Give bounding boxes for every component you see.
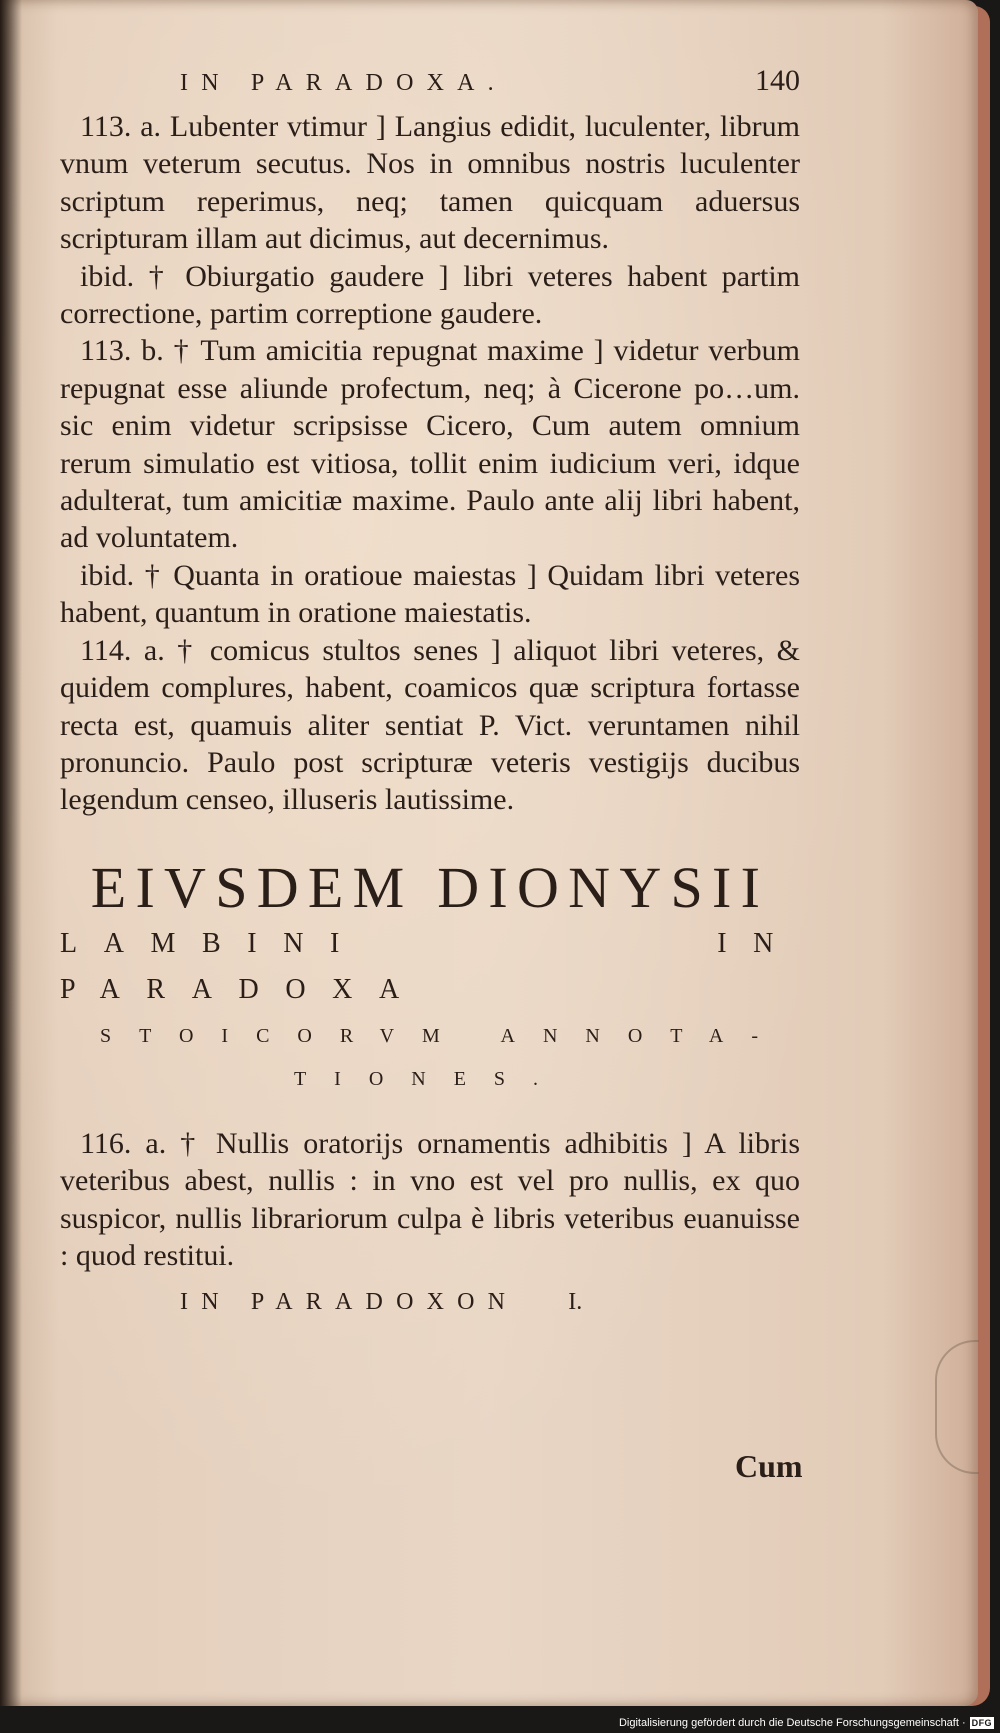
note-paragraph: 113. a. Lubenter vtimur ] Langius edidit, luculenter, librum vnum veterum secutus. Nos in omnibus nostris luculenter scriptum reperimus, neq; tamen quicquam aduersus scripturam illam aut dicimus, aut decernimus. xyxy=(60,110,800,256)
heading-line-2: LAMBINI IN PARADOXA xyxy=(60,927,800,1005)
section-heading xyxy=(60,855,800,1099)
heading-line-3: STOICORVM ANNOTA- xyxy=(100,1024,786,1047)
running-head xyxy=(60,62,800,108)
catchword: Cum xyxy=(735,1448,803,1484)
footer-heading-number: I. xyxy=(568,1289,583,1316)
note-paragraph: ibid. † Quanta in oratioue maiestas ] Quidam libri veteres habent, quantum in oratione maiestatis. xyxy=(60,558,800,630)
dfg-logo: DFG xyxy=(971,1718,992,1728)
digitization-credit xyxy=(619,1717,994,1729)
running-head-title: IN PARADOXA. xyxy=(180,70,507,96)
credit-text: Digitalisierung gefördert durch die Deutsche Forschungsgemeinschaft · xyxy=(618,1717,966,1729)
footer-heading-title: IN PARADOXON xyxy=(180,1289,519,1316)
page-text xyxy=(60,62,800,1328)
note-paragraph: ibid. † Obiurgatio gaudere ] libri veteres habent partim correctione, partim correptione gaudere. xyxy=(60,259,800,331)
page-tab-mark xyxy=(935,1340,979,1474)
note-paragraph: 114. a. † comicus stultos senes ] aliquot libri veteres, & quidem complures, habent, coamicos quæ scriptura fortasse recta est, quamuis aliter sentiat P. Vict. veruntamen nihil pronuncio. Paulo post scripturæ veteris vestigijs ducibus legendum censeo, illuseris lautissime. xyxy=(60,633,800,817)
heading-line-1: EIVSDEM DIONYSII xyxy=(90,854,770,920)
note-paragraph: 113. b. † Tum amicitia repugnat maxime ] videtur verbum repugnat esse aliunde profectum, neq; à Cicerone po…um. sic enim videtur scripsisse Cicero, Cum autem omnium rerum simulatio est vitiosa, tollit enim iudicium veri, idque adulterat, tum amicitiæ maxime. Paulo ante alij libri habent, ad voluntatem. xyxy=(60,334,800,555)
footer-heading xyxy=(60,1284,800,1328)
note-paragraph: 116. a. † Nullis oratorijs ornamentis adhibitis ] A libris veteribus abest, nullis : in vno est vel pro nullis, ex quo suspicor, nullis librariorum culpa è libris veteribus euanuisse : quod restitui. xyxy=(60,1126,800,1272)
gutter-shadow xyxy=(0,0,22,1706)
page-number: 140 xyxy=(755,64,800,97)
heading-line-4: TIONES. xyxy=(293,1067,567,1090)
